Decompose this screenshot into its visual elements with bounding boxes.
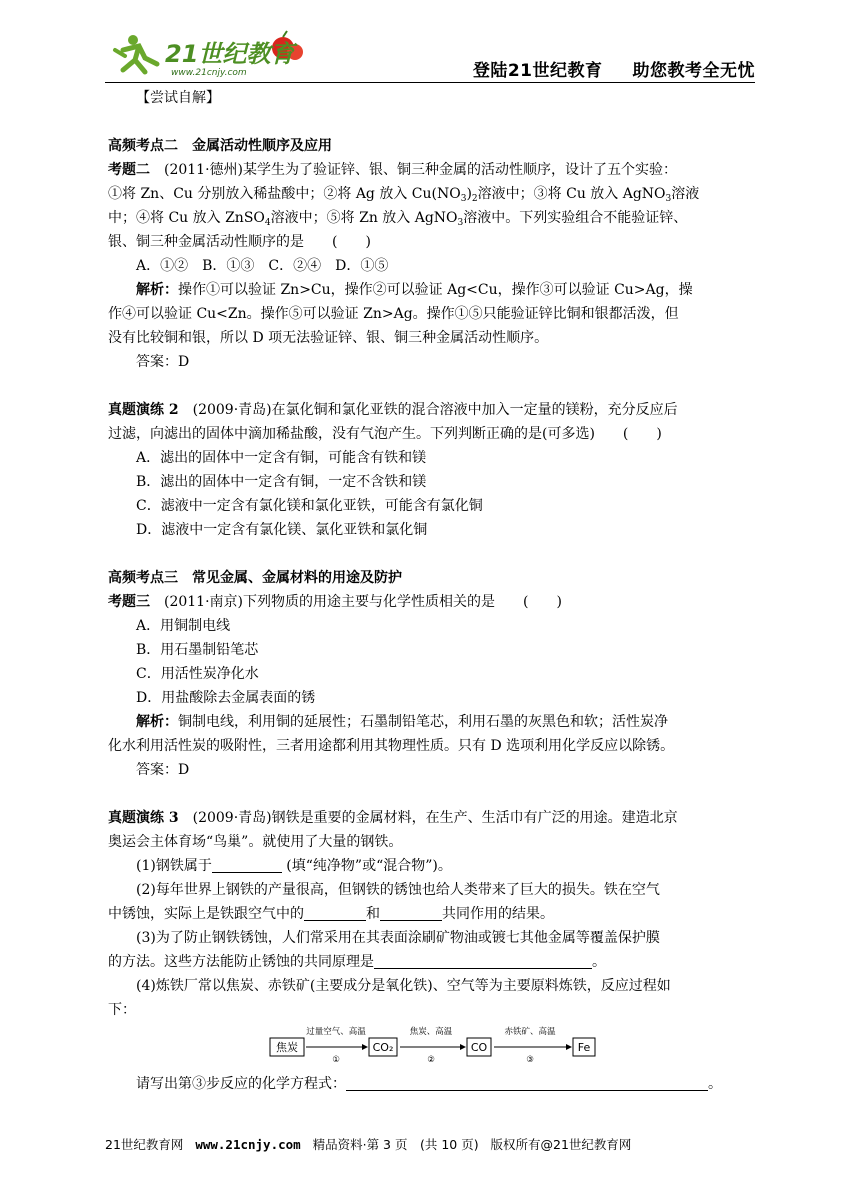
practice-3-part-2-cont: 中锈蚀，实际上是铁跟空气中的 和 共同作用的结果。	[108, 906, 554, 922]
question-2-label: 考题二	[108, 162, 150, 178]
practice-2-option-d: D．滤液中一定含有氯化镁、氯化亚铁和氯化铜	[136, 522, 428, 538]
practice-2-option-b: B．滤出的固体中一定含有铜，一定不含铁和镁	[136, 474, 427, 490]
practice-3-line-1: 真题演练 3 (2009·青岛)钢铁是重要的金属材料，在生产、生活巾有广泛的用途。建造北京	[108, 810, 678, 826]
question-3-analysis-2: 化水利用活性炭的吸附性，三者用途都利用其物理性质。只有 D 选项利用化学反应以除锈。	[108, 738, 675, 754]
flow-box-coke: 焦炭	[276, 1041, 298, 1054]
question-3-analysis-1: 解析：铜制电线，利用铜的延展性；石墨制铅笔芯，利用石墨的灰黑色和软；活性炭净	[136, 714, 668, 730]
header-divider	[105, 82, 755, 83]
question-3-label: 考题三	[108, 594, 150, 610]
site-logo[interactable]	[105, 28, 310, 80]
flow-step-2: ②	[427, 1055, 435, 1065]
practice-3-part-5: 请写出第③步反应的化学方程式： 。	[136, 1076, 722, 1092]
logo-graphic	[105, 28, 310, 80]
practice-3-line-2: 奥运会主体育场“鸟巢”。就使用了大量的钢铁。	[108, 834, 403, 850]
flow-svg	[268, 1026, 598, 1066]
practice-2-line-1: 真题演练 2 (2009·青岛)在氯化铜和氯化亚铁的混合溶液中加入一定量的镁粉，充分反应后	[108, 402, 678, 418]
question-2-analysis-1: 解析：操作①可以验证 Zn>Cu，操作②可以验证 Ag<Cu，操作③可以验证 Cu>Ag，操	[136, 282, 693, 298]
practice-3-part-1: (1)钢铁属于 (填“纯净物”或“混合物”)。	[136, 858, 452, 874]
answer-blank-4[interactable]	[374, 952, 592, 969]
practice-2-line-2: 过滤，向滤出的固体中滴加稀盐酸，没有气泡产生。下列判断正确的是(可多选) ( )	[108, 426, 662, 442]
answer-blank-5[interactable]	[346, 1074, 708, 1091]
flow-arrow-3-label: 赤铁矿、高温	[504, 1027, 556, 1037]
question-2-line-2: ①将 Zn、Cu 分别放入稀盐酸中；②将 Ag 放入 $Cu(NO_3)_2$溶液中；③将 Cu 放入 AgNO$_3$溶液	[108, 186, 700, 204]
question-3-answer: 答案：D	[136, 762, 190, 778]
answer-blank-1[interactable]	[212, 856, 282, 873]
flow-arrow-1-label: 过量空气、高温	[306, 1027, 366, 1037]
flow-box-co2: CO₂	[372, 1041, 394, 1054]
footer-site-link[interactable]: www.21cnjy.com	[195, 1137, 301, 1152]
logo-text: 21世纪教育	[165, 40, 295, 68]
answer-blank-2[interactable]	[304, 904, 366, 921]
page-header	[105, 28, 755, 80]
question-3-option-d: D．用盐酸除去金属表面的锈	[136, 690, 316, 706]
section-title-kd3: 高频考点三 常见金属、金属材料的用途及防护	[108, 570, 402, 586]
page-footer	[105, 1135, 755, 1153]
logo-url: www.21cnjy.com	[171, 68, 247, 78]
footer-copyright: 版权所有@21世纪教育网	[490, 1137, 632, 1152]
flow-step-3: ③	[526, 1055, 534, 1065]
question-3-option-a: A．用铜制电线	[136, 618, 231, 634]
footer-page-info: 精品资料·第 3 页 (共 10 页)	[312, 1137, 479, 1152]
question-3-option-b: B．用石墨制铅笔芯	[136, 642, 259, 658]
document-body	[108, 86, 756, 1096]
question-2-line-3: 中；④将 Cu 放入 ZnSO$_4$溶液中；⑤将 Zn 放入 AgNO$_3$溶液中。下列实验组合不能验证锌、	[108, 210, 688, 228]
flow-box-co: CO	[470, 1041, 488, 1054]
practice-2-option-c: C．滤液中一定含有氯化镁和氯化亚铁，可能含有氯化铜	[136, 498, 483, 514]
reaction-flow-diagram	[108, 1022, 756, 1072]
question-3-line-1: 考题三 (2011·南京)下列物质的用途主要与化学性质相关的是 ( )	[108, 594, 562, 610]
practice-3-part-2: (2)每年世界上钢铁的产量很高，但钢铁的锈蚀也给人类带来了巨大的损失。铁在空气	[136, 882, 660, 898]
section-title-kd2: 高频考点二 金属活动性顺序及应用	[108, 138, 332, 154]
question-3-option-c: C．用活性炭净化水	[136, 666, 259, 682]
flow-step-1: ①	[332, 1055, 340, 1065]
try-self-heading: 【尝试自解】	[136, 90, 220, 106]
practice-2-option-a: A．滤出的固体中一定含有铜，可能含有铁和镁	[136, 450, 427, 466]
question-2-options: A．①② B．①③ C．②④ D．①⑤	[136, 258, 389, 274]
practice-3-part-3-cont: 的方法。这些方法能防止锈蚀的共同原理是 。	[108, 954, 606, 970]
question-2-answer: 答案：D	[136, 354, 190, 370]
practice-2-label: 真题演练 2	[108, 402, 179, 418]
question-2-line-4: 银、铜三种金属活动性顺序的是 ( )	[108, 234, 371, 250]
practice-3-label: 真题演练 3	[108, 810, 179, 826]
footer-left: 21世纪教育网	[105, 1137, 184, 1152]
question-2-line-1: 考题二 (2011·德州)某学生为了验证锌、银、铜三种金属的活动性顺序，设计了五个实验：	[108, 162, 678, 178]
practice-3-part-4: (4)炼铁厂常以焦炭、赤铁矿(主要成分是氧化铁)、空气等为主要原料炼铁，反应过程如	[136, 978, 671, 994]
question-2-analysis-3: 没有比较铜和银，所以 D 项无法验证锌、银、铜三种金属活动性顺序。	[108, 330, 549, 346]
practice-3-part-3: (3)为了防止钢铁锈蚀，人们常采用在其表面涂刷矿物油或镀七其他金属等覆盖保护膜	[136, 930, 660, 946]
question-2-analysis-2: 作④可以验证 Cu<Zn。操作⑤可以验证 Zn>Ag。操作①⑤只能验证锌比铜和银都活泼，但	[108, 306, 679, 322]
answer-blank-3[interactable]	[380, 904, 442, 921]
slogan-right: 助您教考全无忧	[632, 61, 755, 81]
flow-arrow-2-label: 焦炭、高温	[409, 1027, 453, 1037]
flow-box-fe: Fe	[577, 1041, 591, 1054]
slogan-left: 登陆21世纪教育	[472, 61, 603, 81]
header-slogan	[473, 56, 755, 81]
practice-3-part-4-cont: 下：	[108, 1002, 136, 1018]
